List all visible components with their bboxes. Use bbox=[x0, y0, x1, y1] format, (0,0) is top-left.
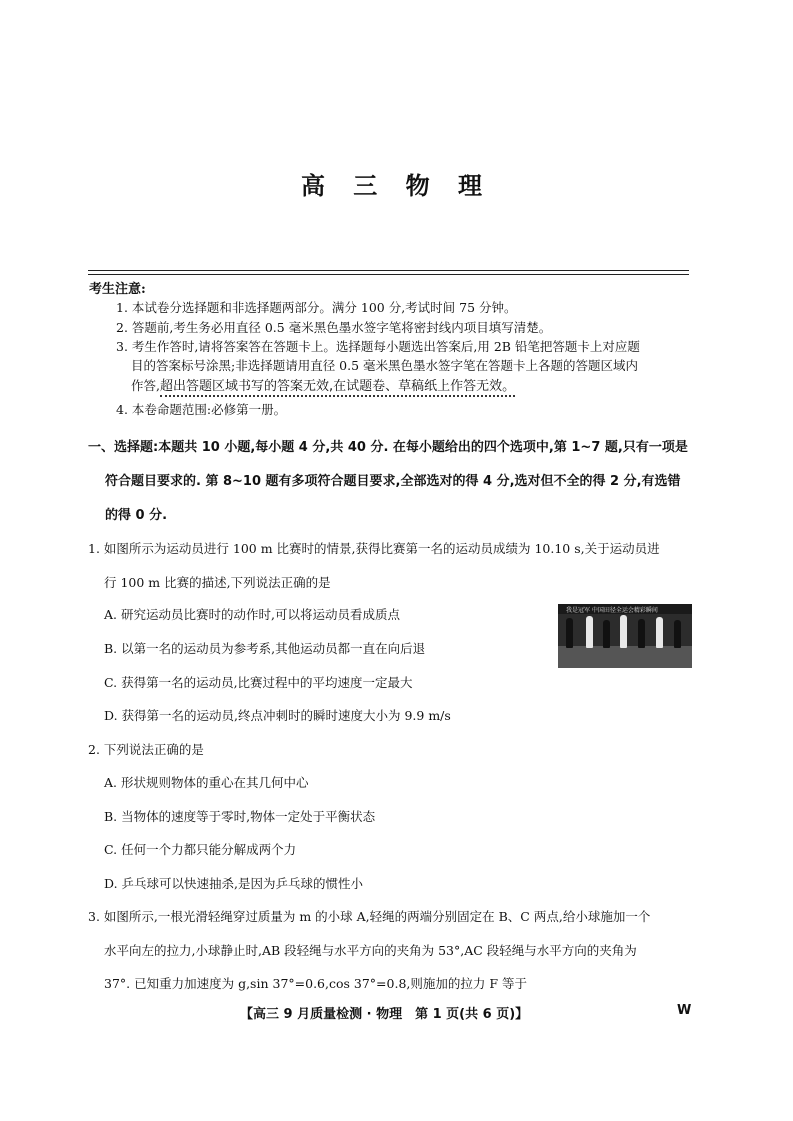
page-title: 高 三 物 理 bbox=[300, 171, 493, 200]
photo-banner-text: 我是冠军 中国田径全运会精彩瞬间 bbox=[566, 607, 658, 614]
q3-stem-line-2: 水平向左的拉力,小球静止时,AB 段轻绳与水平方向的夹角为 53°,AC 段轻绳与水平方向的夹角为 bbox=[104, 943, 637, 958]
notice-item-4: 4. 本卷命题范围:必修第一册。 bbox=[116, 402, 287, 417]
race-photo bbox=[558, 604, 692, 668]
photo-banner bbox=[558, 604, 692, 614]
q1-option-a: A. 研究运动员比赛时的动作时,可以将运动员看成质点 bbox=[104, 607, 400, 622]
runner-figure bbox=[603, 620, 610, 648]
runner-figure bbox=[638, 619, 645, 648]
q1-option-b: B. 以第一名的运动员为参考系,其他运动员都一直在向后退 bbox=[104, 641, 426, 656]
runner-figure bbox=[656, 617, 663, 648]
notice-item-1: 1. 本试卷分选择题和非选择题两部分。满分 100 分,考试时间 75 分钟。 bbox=[116, 300, 517, 315]
notice-item-3a: 3. 考生作答时,请将答案答在答题卡上。选择题每小题选出答案后,用 2B 铅笔把答题卡上对应题 bbox=[116, 339, 640, 354]
section-heading-line-2: 符合题目要求的. 第 8~10 题有多项符合题目要求,全部选对的得 4 分,选对但不全的得 2 分,有选错 bbox=[105, 474, 681, 489]
footer-mark: W bbox=[677, 1003, 692, 1018]
photo-track bbox=[558, 646, 692, 668]
runner-figure bbox=[674, 620, 681, 648]
section-heading-line-3: 的得 0 分. bbox=[105, 508, 168, 523]
header-rule-bottom bbox=[88, 274, 689, 275]
q2-option-c: C. 任何一个力都只能分解成两个力 bbox=[104, 842, 297, 857]
notice-item-2: 2. 答题前,考生务必用直径 0.5 毫米黑色墨水签字笔将密封线内项目填写清楚。 bbox=[116, 320, 552, 335]
q1-stem-line-1: 1. 如图所示为运动员进行 100 m 比赛时的情景,获得比赛第一名的运动员成绩为 10.10 s,关于运动员进 bbox=[88, 541, 660, 556]
q1-stem-line-2: 行 100 m 比赛的描述,下列说法正确的是 bbox=[104, 575, 331, 590]
q1-option-d: D. 获得第一名的运动员,终点冲刺时的瞬时速度大小为 9.9 m/s bbox=[104, 708, 451, 723]
page-footer: 【高三 9 月质量检测 · 物理 第 1 页(共 6 页)】 bbox=[240, 1007, 529, 1022]
header-rule-top bbox=[88, 270, 689, 271]
notice-item-3c-prefix: 作答, bbox=[131, 378, 160, 393]
notice-emphasis: 超出答题区域书写的答案无效,在试题卷、草稿纸上作答无效。 bbox=[160, 379, 515, 397]
q3-stem-line-1: 3. 如图所示,一根光滑轻绳穿过质量为 m 的小球 A,轻绳的两端分别固定在 B、C 两点,给小球施加一个 bbox=[88, 909, 651, 924]
q1-option-c: C. 获得第一名的运动员,比赛过程中的平均速度一定最大 bbox=[104, 675, 413, 690]
notice-item-3c bbox=[131, 375, 515, 394]
notice-heading: 考生注意: bbox=[89, 282, 146, 297]
notice-item-3b: 目的答案标号涂黑;非选择题请用直径 0.5 毫米黑色墨水签字笔在答题卡上各题的答题区域内 bbox=[131, 358, 639, 373]
q3-stem-line-3: 37°. 已知重力加速度为 g,sin 37°=0.6,cos 37°=0.8,则施加的拉力 F 等于 bbox=[104, 976, 527, 991]
q2-option-a: A. 形状规则物体的重心在其几何中心 bbox=[104, 775, 309, 790]
q2-stem: 2. 下列说法正确的是 bbox=[88, 742, 204, 757]
runner-figure bbox=[620, 615, 627, 648]
q2-option-b: B. 当物体的速度等于零时,物体一定处于平衡状态 bbox=[104, 809, 376, 824]
runner-figure bbox=[586, 616, 593, 648]
runner-figure bbox=[566, 618, 573, 648]
section-heading-line-1: 一、选择题:本题共 10 小题,每小题 4 分,共 40 分. 在每小题给出的四个选项中,第 1~7 题,只有一项是 bbox=[88, 440, 688, 455]
q2-option-d: D. 乒乓球可以快速抽杀,是因为乒乓球的惯性小 bbox=[104, 876, 363, 891]
